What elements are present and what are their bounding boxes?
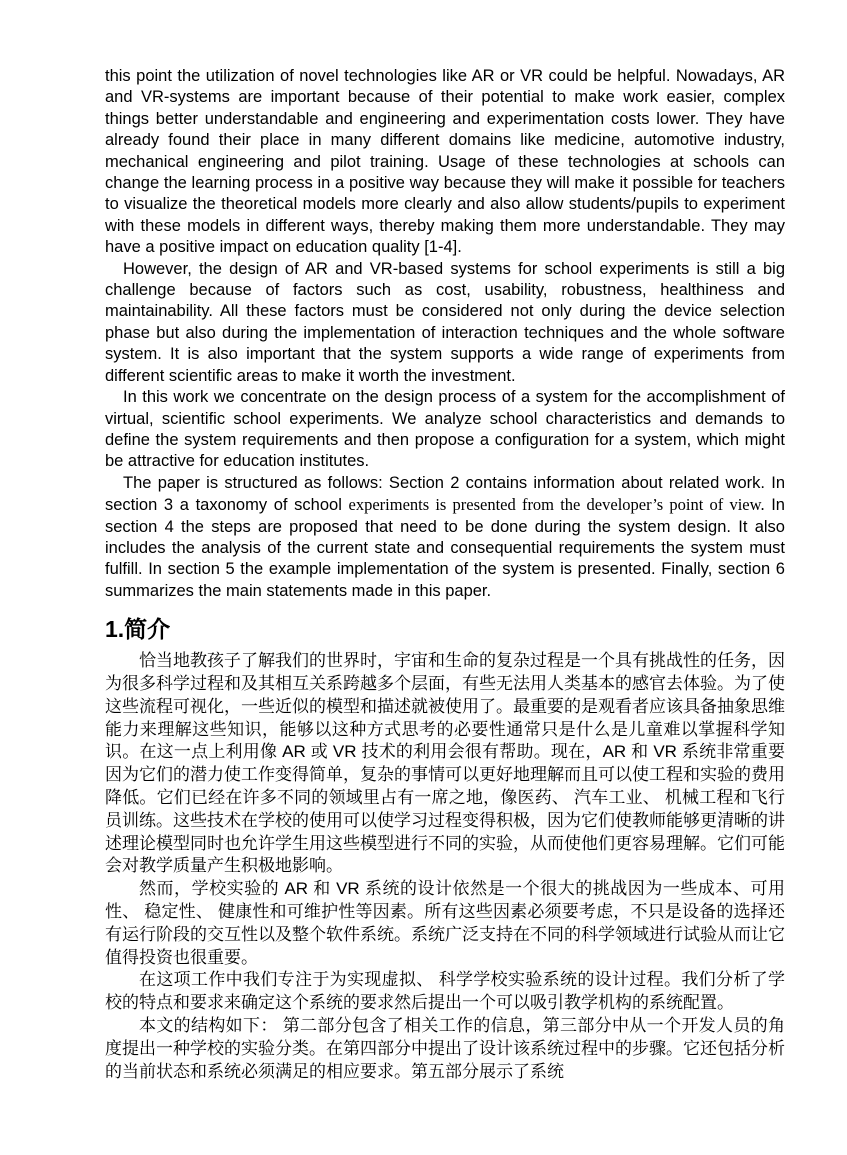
paragraph-cn-paper-structure: 本文的结构如下： 第二部分包含了相关工作的信息，第三部分中从一个开发人员的角度提出一种学校的实验分类。在第四部分中提出了设计该系统过程中的步骤。它还包括分析的当前状态和系统必须满足的相应要求。第五部分展示了系统 xyxy=(105,1015,785,1081)
section-heading-introduction: 1.简介 xyxy=(105,616,171,643)
paragraph-cn-this-work: 在这项工作中我们专注于为实现虚拟、 科学学校实验系统的设计过程。我们分析了学校的特点和要求来确定这个系统的要求然后提出一个可以吸引教学机构的系统配置。 xyxy=(105,970,785,1013)
paragraph-paper-structure xyxy=(105,473,785,602)
paragraph-this-work: In this work we concentrate on the design process of a system for the accomplishment of virtual, scientific school experiments. We analyze school characteristics and demands to define the system requirements and then propose a configuration for a system, which might be attractive for education institutes. xyxy=(105,388,785,471)
paper-structure-text-end: In section 4 the steps are proposed that need to be done during the system design. It also includes the analysis of the current state and consequential requirements the system must fulfill. In section 5 the example implementation of the system is presented. Finally, section 6 summarizes the main statements made in this paper. xyxy=(105,496,785,600)
paragraph-design-challenge: However, the design of AR and VR-based systems for school experiments is still a big challenge because of factors such as cost, usability, robustness, healthiness and maintainability. All these factors must be considered not only during the device selection phase but also during the implementation of interaction techniques and the whole software system. It is also important that the system supports a wide range of experiments from different scientific areas to make it worth the investment. xyxy=(105,259,785,385)
paper-structure-text-serif-run: experiments is presented from the developer’s point of view. xyxy=(348,495,765,515)
paper-structure-text-start: The paper is structured as follows: Section 2 contains information about related work. In section 3 a taxonomy of school xyxy=(105,473,785,515)
paragraph-cn-challenge: 然而，学校实验的 AR 和 VR 系统的设计依然是一个很大的挑战因为一些成本、可用性、 稳定性、 健康性和可维护性等因素。所有这些因素必须要考虑，不只是设备的选择还有运行阶段的交互性以及整个软件系统。系统广泛支持在不同的科学领域进行试验从而让它值得投资也很重要。 xyxy=(105,879,785,967)
paragraph-intro-continuation: this point the utilization of novel technologies like AR or VR could be helpful. Nowadays, AR and VR-systems are important because of their potential to make work easier, complex things better understandable and engineering and experimentation costs lower. They have already found their place in many different domains like medicine, automotive industry, mechanical engineering and pilot training. Usage of these technologies at schools can change the learning process in a positive way because they will make it possible for teachers to visualize the theoretical models more clearly and also allow students/pupils to experiment with these models in different ways, thereby making them more understandable. They may have a positive impact on education quality [1-4]. xyxy=(105,67,785,257)
paragraph-cn-motivation: 恰当地教孩子了解我们的世界时，宇宙和生命的复杂过程是一个具有挑战性的任务，因为很多科学过程和及其相互关系跨越多个层面，有些无法用人类基本的感官去体验。为了使这些流程可视化，一些近似的模型和描述就被使用了。最重要的是观看者应该具备抽象思维能力来理解这些知识，能够以这种方式思考的必要性通常只是什么是儿童难以掌握科学知识。在这一点上利用像 AR 或 VR 技术的利用会很有帮助。现在，AR 和 VR 系统非常重要因为它们的潜力使工作变得简单，复杂的事情可以更好地理解而且可以使工程和实验的费用降低。它们已经在许多不同的领域里占有一席之地，像医药、 汽车工业、 机械工程和飞行员训练。这些技术在学校的使用可以使学习过程变得积极，因为它们使教师能够更清晰的讲述理论模型同时也允许学生用这些模型进行不同的实验，从而使他们更容易理解。它们可能会对教学质量产生积极地影响。 xyxy=(105,651,785,876)
